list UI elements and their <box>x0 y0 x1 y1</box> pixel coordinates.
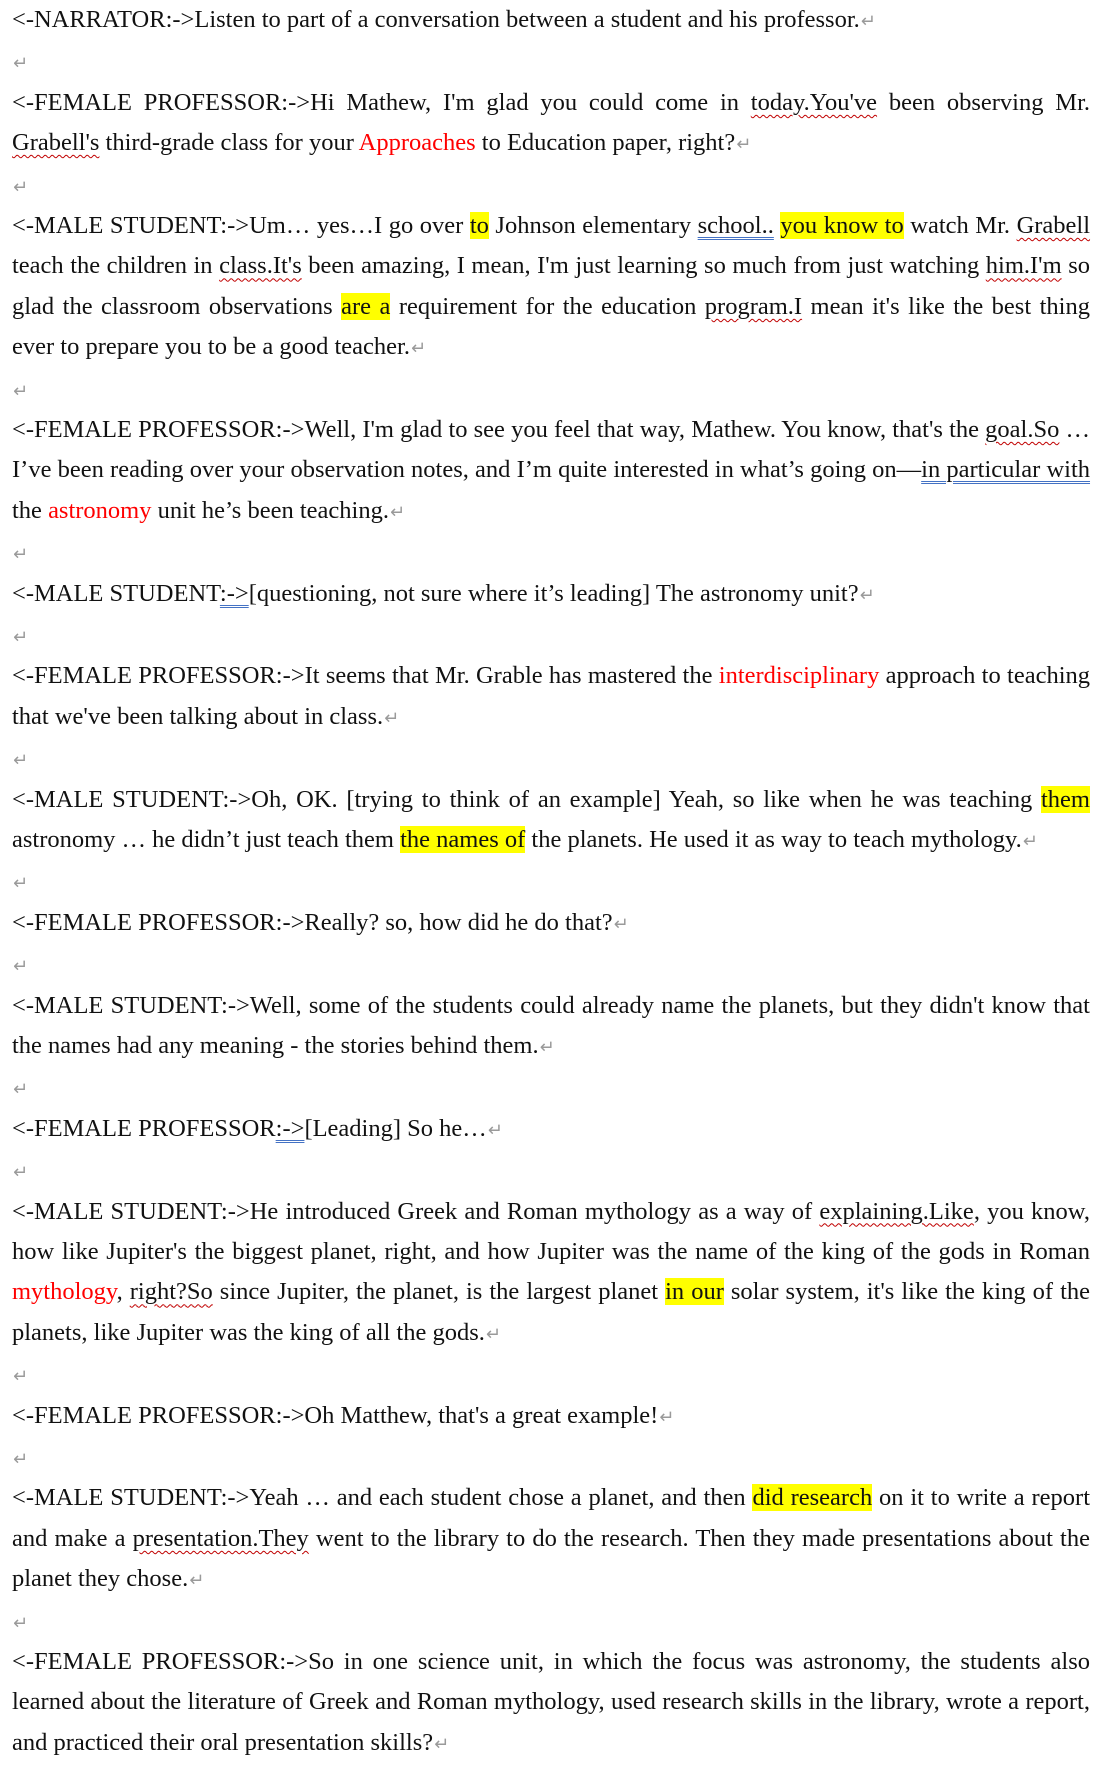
text-run: since Jupiter, the planet, is the largest planet <box>212 1278 666 1306</box>
dialogue-paragraph <box>12 903 1090 945</box>
spelling-flag: explaining.Like <box>819 1197 974 1225</box>
paragraph-mark-icon: ↵ <box>13 380 29 402</box>
paragraph-mark-icon: ↵ <box>13 1612 29 1634</box>
text-run: third-grade class for your <box>99 129 359 157</box>
text-run: been amazing, I mean, I'm just learning so much from just watching <box>301 252 986 280</box>
paragraph-mark-icon: ↵ <box>434 1733 450 1755</box>
red-text: mythology <box>12 1278 117 1306</box>
paragraph-mark-icon: ↵ <box>860 11 876 32</box>
grammar-flag: school.. <box>697 212 774 239</box>
grammar-flag: :-> <box>275 1114 305 1142</box>
text-run: … I’ve been reading over your observation notes, and I’m quite interested in what’s going on— <box>12 416 1091 484</box>
empty-paragraph <box>12 533 1090 573</box>
spelling-flag: program.I <box>704 292 803 320</box>
highlighted-text: did research <box>752 1484 873 1512</box>
text-run: <-MALE STUDENT:->Well, some of the students could already name the planets, but they didn't know that the names had any meaning - the stories behind them. <box>12 991 1090 1060</box>
paragraph-mark-icon: ↵ <box>13 1079 29 1101</box>
text-run: <-FEMALE PROFESSOR:->Really? so, how did he do that? <box>12 908 613 936</box>
spelling-flag: right?So <box>129 1278 213 1306</box>
paragraph-mark-icon: ↵ <box>13 53 29 75</box>
highlighted-text: the names of <box>400 826 526 854</box>
text-run: <-MALE STUDENT:->Yeah … and each student chose a planet, and then <box>12 1484 753 1512</box>
paragraph-mark-icon: ↵ <box>539 1037 555 1059</box>
text-run: so glad the classroom observations <box>12 252 1090 320</box>
text-run: been observing Mr. <box>877 88 1090 116</box>
text-run: went to the library to do the research. Then they made presentations about the planet they chose. <box>12 1524 1090 1593</box>
text-run: unit he’s been teaching. <box>151 496 389 524</box>
empty-paragraph <box>12 1355 1090 1395</box>
paragraph-mark-icon: ↵ <box>13 176 29 198</box>
dialogue-paragraph <box>12 574 1090 616</box>
dialogue-paragraph <box>12 656 1090 739</box>
empty-paragraph <box>12 1602 1090 1642</box>
text-run: astronomy … he didn’t just teach them <box>12 826 401 854</box>
text-run: <-FEMALE PROFESSOR:->Well, I'm glad to see you feel that way, Mathew. You know, that's the <box>12 416 986 444</box>
paragraph-mark-icon: ↵ <box>485 1323 501 1345</box>
text-run: to Education paper, right? <box>475 129 736 157</box>
grammar-flag: in particular with <box>921 456 1091 484</box>
empty-paragraph <box>12 370 1090 410</box>
dialogue-paragraph <box>12 1396 1090 1438</box>
empty-paragraph <box>12 1068 1090 1108</box>
dialogue-paragraph <box>12 780 1090 863</box>
dialogue-paragraph <box>12 83 1090 166</box>
paragraph-mark-icon: ↵ <box>410 338 427 360</box>
empty-paragraph <box>12 1438 1090 1478</box>
dialogue-paragraph <box>12 1192 1090 1356</box>
text-run: <-FEMALE PROFESSOR:->So in one science unit, in which the focus was astronomy, the students also learned about the literature of Greek and Roman mythology, used research skills in the library, wrote a report, and practiced their oral presentation skills? <box>12 1648 1090 1756</box>
paragraph-mark-icon: ↵ <box>13 873 29 895</box>
empty-paragraph <box>12 616 1090 656</box>
paragraph-mark-icon: ↵ <box>736 134 752 156</box>
paragraph-mark-icon: ↵ <box>1022 831 1038 853</box>
text-run: [Leading] So he… <box>304 1114 487 1142</box>
text-run: <-FEMALE PROFESSOR:->It seems that Mr. Grable has mastered the <box>12 662 719 690</box>
grammar-flag: :-> <box>219 579 249 607</box>
highlighted-text: to <box>469 212 489 239</box>
red-text: interdisciplinary <box>718 662 880 690</box>
document-body[interactable] <box>12 0 1090 1765</box>
empty-paragraph <box>12 166 1090 206</box>
text-run: requirement for the education <box>390 292 705 320</box>
spelling-flag: Grabell <box>1016 212 1091 239</box>
spelling-flag: presentation.They <box>132 1524 309 1552</box>
empty-paragraph <box>12 1151 1090 1191</box>
paragraph-mark-icon: ↵ <box>189 1570 205 1592</box>
text-run: solar system, it's like the king of the planets, like Jupiter was the king of all the gods. <box>12 1278 1091 1346</box>
text-run: the <box>12 496 49 524</box>
dialogue-paragraph <box>12 0 1090 42</box>
dialogue-paragraph <box>12 206 1090 370</box>
highlighted-text: are a <box>341 292 391 320</box>
empty-paragraph <box>12 862 1090 902</box>
paragraph-mark-icon: ↵ <box>487 1119 503 1141</box>
dialogue-paragraph <box>12 1478 1090 1601</box>
text-run: <-NARRATOR:->Listen to part of a conversation between a student and his professor. <box>12 6 860 33</box>
dialogue-paragraph <box>12 986 1090 1069</box>
paragraph-mark-icon: ↵ <box>13 956 29 978</box>
paragraph-mark-icon: ↵ <box>13 544 29 566</box>
paragraph-mark-icon: ↵ <box>384 707 400 729</box>
highlighted-text: you know to <box>780 212 904 239</box>
text-run: , you know, how like Jupiter's the biggest planet, right, and how Jupiter was the name of the king of the gods in Roman <box>12 1197 1090 1266</box>
spelling-flag: him.I'm <box>985 252 1062 280</box>
text-run: <-MALE STUDENT:->He introduced Greek and Roman mythology as a way of <box>12 1197 820 1225</box>
paragraph-mark-icon: ↵ <box>13 1162 29 1184</box>
paragraph-mark-icon: ↵ <box>13 627 29 649</box>
empty-paragraph <box>12 739 1090 779</box>
text-run: , <box>116 1278 130 1306</box>
text-run: watch Mr. <box>903 212 1017 239</box>
dialogue-paragraph <box>12 410 1090 533</box>
paragraph-mark-icon: ↵ <box>13 1366 29 1388</box>
text-run: <-FEMALE PROFESSOR:->Oh Matthew, that's a great example! <box>12 1401 659 1429</box>
paragraph-mark-icon: ↵ <box>13 750 29 772</box>
highlighted-text: in our <box>665 1278 724 1306</box>
text-run: Johnson elementary <box>488 212 698 239</box>
red-text: Approaches <box>358 129 476 157</box>
paragraph-mark-icon: ↵ <box>613 913 629 935</box>
text-run: [questioning, not sure where it’s leading] The astronomy unit? <box>248 579 859 607</box>
paragraph-mark-icon: ↵ <box>659 1406 675 1428</box>
red-text: astronomy <box>48 496 152 524</box>
spelling-flag: today.You've <box>750 88 878 116</box>
spelling-flag: goal.So <box>985 416 1060 444</box>
highlighted-text: them <box>1041 785 1090 813</box>
text-run: on it to write a report and make a <box>12 1484 1090 1552</box>
dialogue-paragraph <box>12 1642 1090 1765</box>
text-run: <-MALE STUDENT:->Oh, OK. [trying to think of an example] Yeah, so like when he was teaching <box>12 785 1041 813</box>
paragraph-mark-icon: ↵ <box>13 1449 29 1471</box>
text-run: mean it's like the best thing ever to prepare you to be a good teacher. <box>12 292 1090 361</box>
paragraph-mark-icon: ↵ <box>389 501 406 523</box>
dialogue-paragraph <box>12 1109 1090 1151</box>
spelling-flag: class.It's <box>219 252 302 280</box>
text-run: <-FEMALE PROFESSOR:->Hi Mathew, I'm glad you could come in <box>12 88 751 116</box>
text-run: the planets. He used it as way to teach mythology. <box>525 826 1022 854</box>
empty-paragraph <box>12 945 1090 985</box>
text-run: <-MALE STUDENT <box>12 579 220 607</box>
paragraph-mark-icon: ↵ <box>859 584 875 606</box>
empty-paragraph <box>12 42 1090 82</box>
text-run: approach to teaching that we've been talking about in class. <box>12 662 1090 730</box>
text-run: teach the children in <box>12 252 220 280</box>
spelling-flag: Grabell's <box>12 129 100 157</box>
text-run: <-FEMALE PROFESSOR <box>12 1114 276 1142</box>
text-run: <-MALE STUDENT:->Um… yes…I go over <box>12 212 470 239</box>
